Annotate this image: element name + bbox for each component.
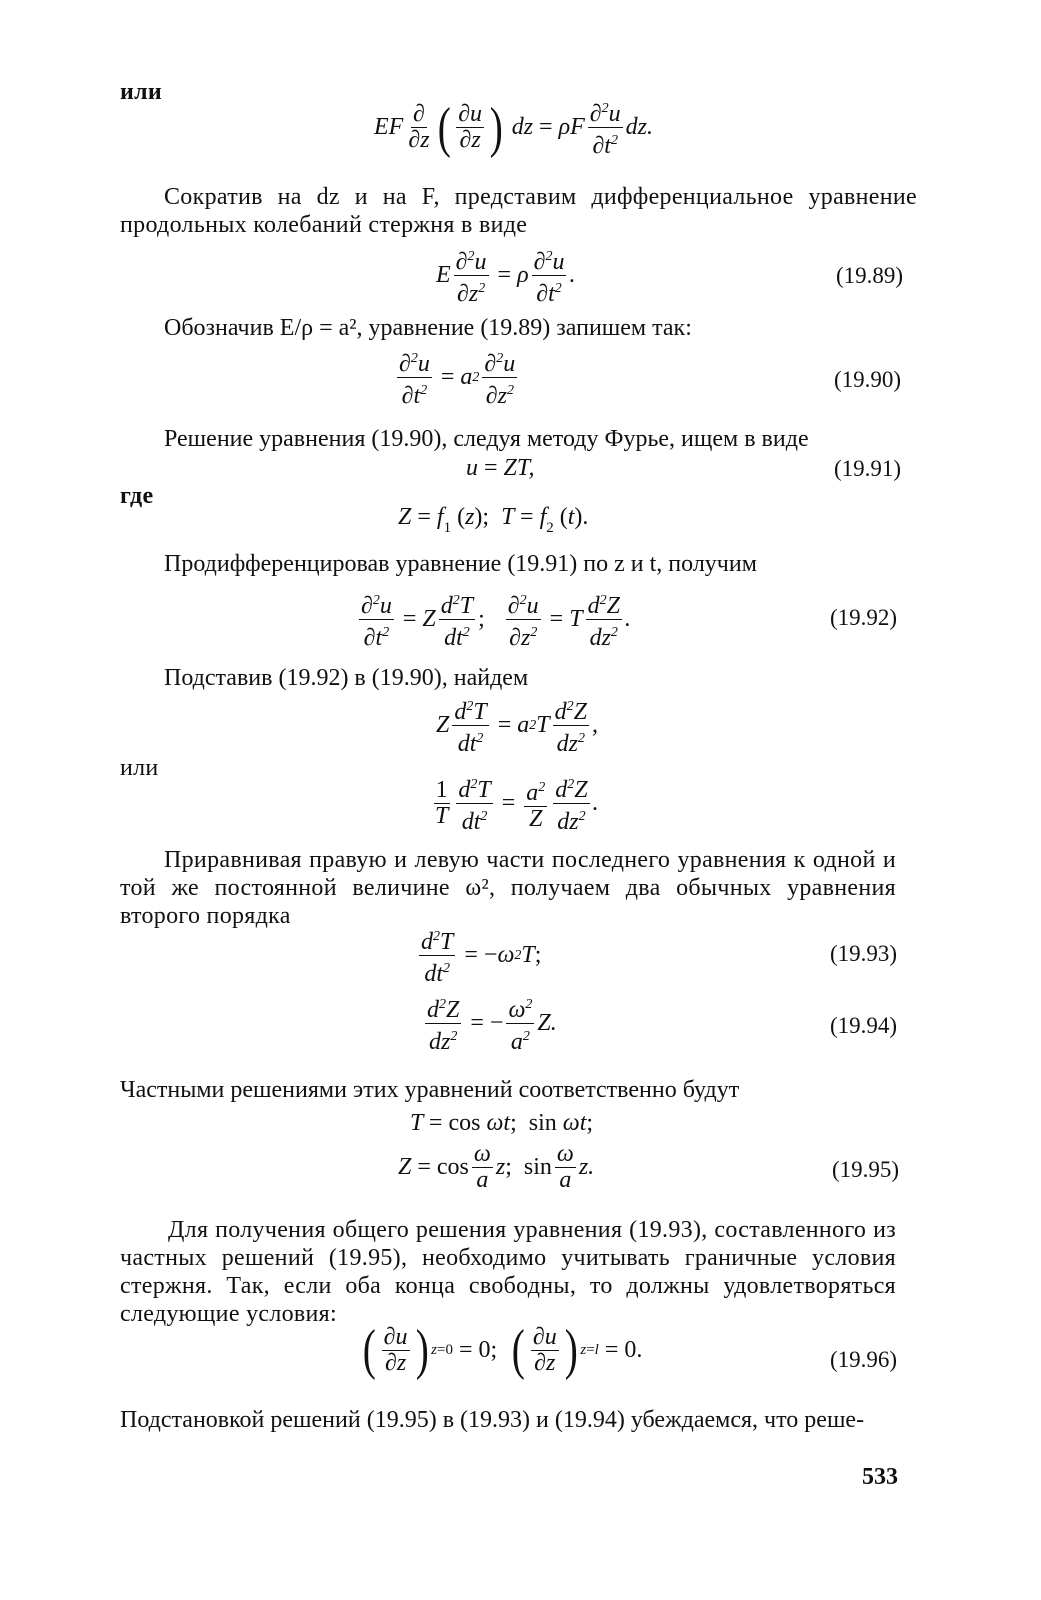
eqnum-19-91: (19.91) (834, 456, 902, 481)
eqnum-19-94: (19.94) (830, 1013, 898, 1038)
equation-19-92: $\frac{\partial^2u}{\partial t^2}$ = Z $\frac{d^2T}{dt^2}$ ; $\frac{\partial^2u}{\partial z^2}$ = T $\frac{d^2Z}{dz^2}$ . (356, 588, 631, 651)
page-number: 533 (862, 1464, 898, 1490)
paragraph-5: Подставив (19.92) в (19.90), найдем (164, 665, 529, 691)
eqnum-19-93: (19.93) (830, 941, 898, 966)
equation-19-95: Z = cos $\frac{\omega}{a}$ z ; sin $\frac{\omega}{a}$ z. (398, 1141, 595, 1193)
word-ili-1: или (120, 79, 163, 105)
eqnum-19-90: (19.90) (834, 367, 902, 392)
paragraph-8: Для получения общего решения уравнения (19.93), составленного из частных решений (19.95), необходимо учитывать граничные условия стержня. Так, если оба конца свободны, то должны удовлетворяться следующие условия: (120, 1217, 896, 1327)
paragraph-4: Продифференцировав уравнение (19.91) по z и t, получим (164, 551, 757, 577)
equation-motion: EF $\frac{\partial}{\partial z}$ ( $\frac{\partial u}{\partial z}$ ) dz = ρF $\frac{\partial^2u}{\partial t^2}$ dz. (374, 96, 653, 159)
paragraph-9: Подстановкой решений (19.95) в (19.93) и (19.94) убеждаемся, что реше- (120, 1407, 865, 1433)
paragraph-1: Сократив на dz и на F, представим дифференциальное уравнение продольных колебаний стержня в виде (120, 184, 917, 238)
equation-t-solutions: T = cos ωt; sin ωt; (410, 1110, 594, 1136)
paragraph-6: Приравнивая правую и левую части последнего уравнения к одной и той же постоянной величине ω², получаем два обычных уравнения второго порядка (120, 847, 896, 929)
equation-19-89: E $\frac{\partial^2u}{\partial z^2}$ = ρ $\frac{\partial^2u}{\partial t^2}$ . (436, 244, 575, 307)
word-ili-2: или (120, 755, 159, 781)
equation-19-93: $\frac{d^2T}{dt^2}$ = − ω 2 T ; (416, 924, 541, 987)
equation-19-96: ( $\frac{\partial u}{\partial z}$ ) z=0 = 0; ( $\frac{\partial u}{\partial z}$ ) z=l = 0. (362, 1319, 643, 1381)
paragraph-2: Обозначив E/ρ = a², уравнение (19.89) запишем так: (164, 315, 692, 341)
eqnum-19-89: (19.89) (836, 263, 904, 288)
paragraph-3: Решение уравнения (19.90), следуя методу Фурье, ищем в виде (164, 426, 809, 452)
eqnum-19-96: (19.96) (830, 1347, 898, 1372)
equation-z-t-defs: $Z = f_1$ (z); $T = f_2$ (t). (398, 504, 589, 536)
eqnum-19-95: (19.95) (832, 1157, 900, 1182)
equation-separated: $\frac{1}{T}$ $\frac{d^2T}{dt^2}$ = $\frac{a^2}{Z}$ $\frac{d^2Z}{dz^2}$ . (430, 772, 599, 835)
word-gde: где (120, 483, 154, 509)
paragraph-7: Частными решениями этих уравнений соответственно будут (120, 1077, 740, 1103)
equation-19-91: u = ZT, (466, 455, 535, 481)
eqnum-19-92: (19.92) (830, 605, 898, 630)
equation-19-94: $\frac{d^2Z}{dz^2}$ = − $\frac{\omega^2}{a^2}$ Z. (422, 992, 557, 1055)
equation-19-90: $\frac{\partial^2u}{\partial t^2}$ = a 2 $\frac{\partial^2u}{\partial z^2}$ (394, 346, 520, 409)
equation-substituted: Z $\frac{d^2T}{dt^2}$ = a 2 T $\frac{d^2Z}{dz^2}$ , (436, 694, 598, 757)
